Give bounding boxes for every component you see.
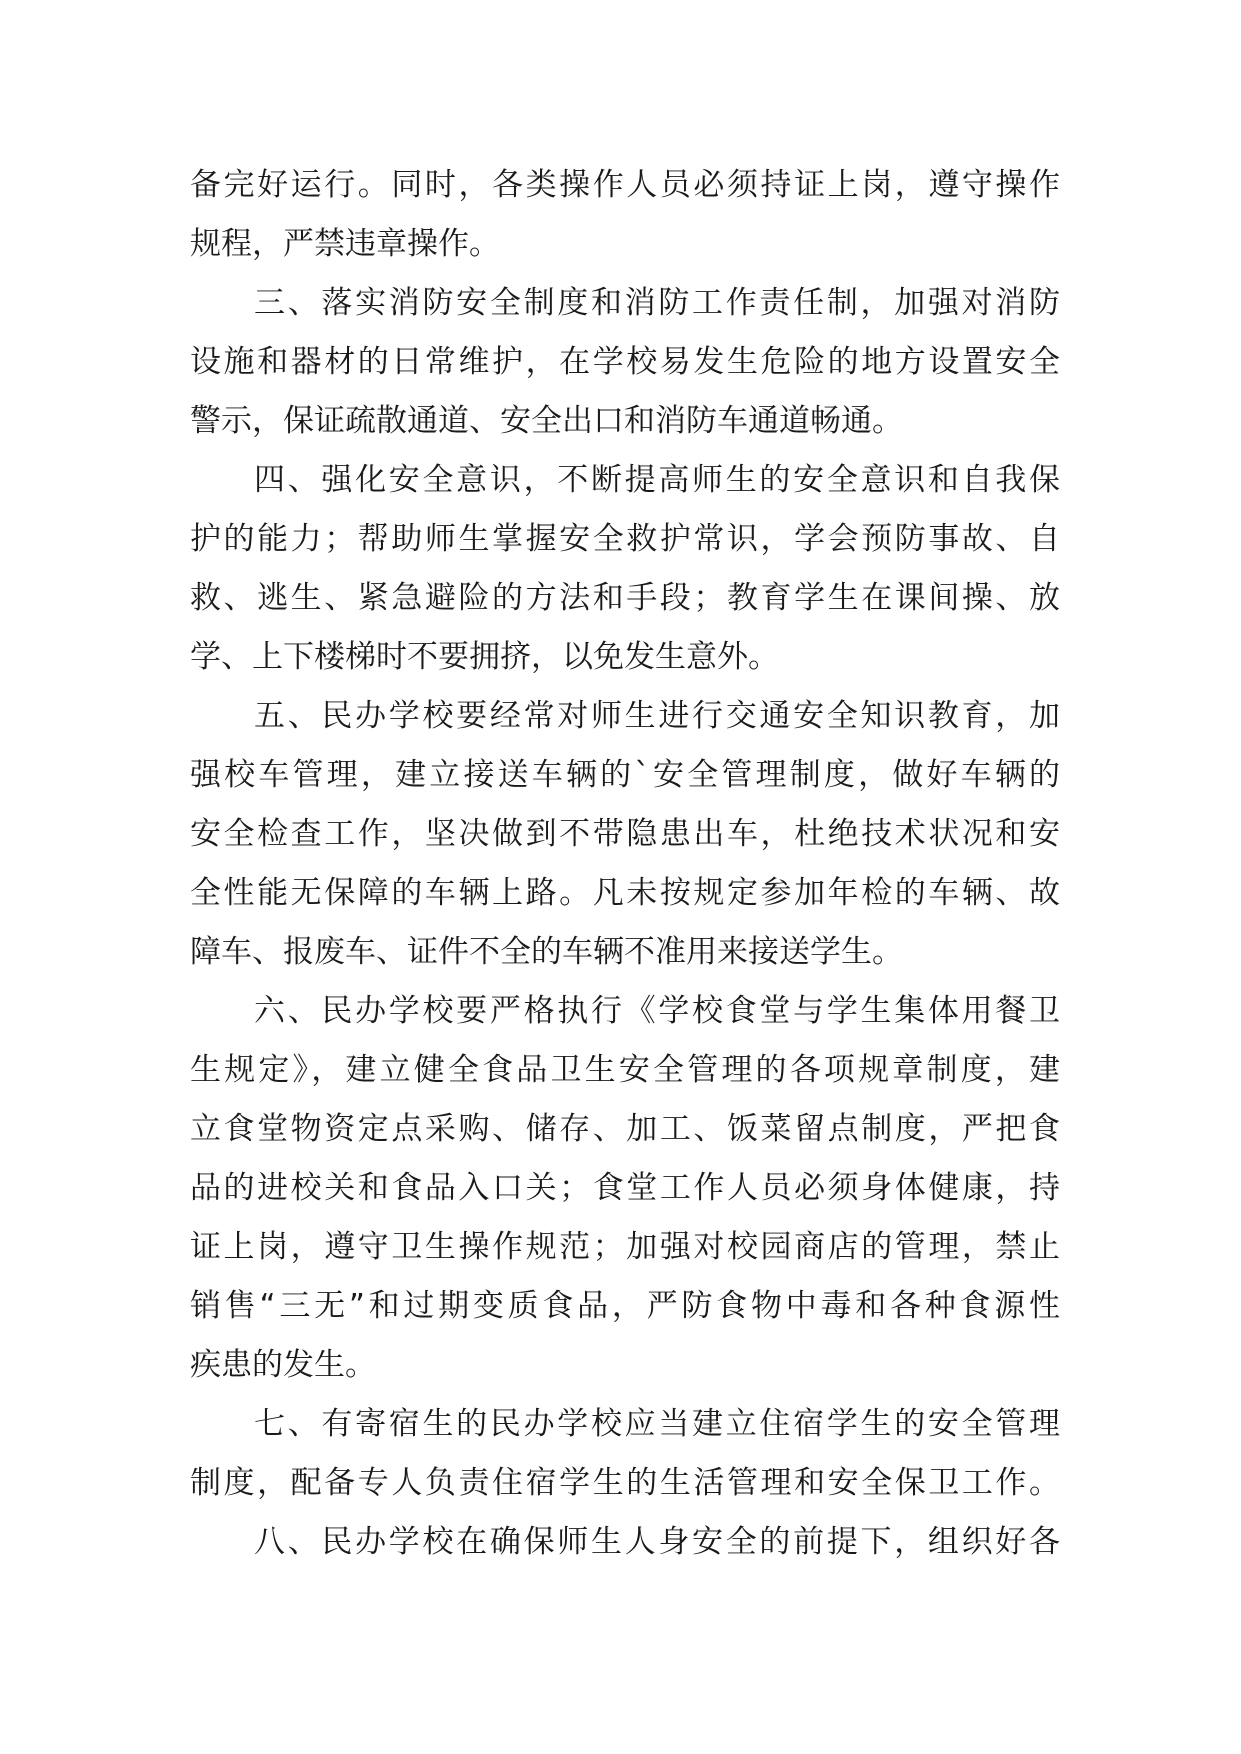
- text-line: 备完好运行。同时，各类操作人员必须持证上岗，遵守操作: [190, 167, 1060, 203]
- text-line: 救、逃生、紧急避险的方法和手段；教育学生在课间操、放: [190, 580, 1060, 616]
- text-line: 疾患的发生。: [190, 1347, 376, 1383]
- text-line: 制度，配备专人负责住宿学生的生活管理和安全保卫工作。: [190, 1465, 1060, 1501]
- text-line: 证上岗，遵守卫生操作规范；加强对校园商店的管理，禁止: [190, 1229, 1060, 1265]
- paragraph-first-line: 七、有寄宿生的民办学校应当建立住宿学生的安全管理: [254, 1406, 1060, 1442]
- paragraph-first-line: 四、强化安全意识，不断提高师生的安全意识和自我保: [254, 462, 1060, 498]
- text-line: 全性能无保障的车辆上路。凡未按规定参加年检的车辆、故: [190, 875, 1060, 911]
- text-line: 学、上下楼梯时不要拥挤，以免发生意外。: [190, 639, 779, 675]
- text-line: 设施和器材的日常维护，在学校易发生危险的地方设置安全: [190, 344, 1060, 380]
- text-line: 立食堂物资定点采购、储存、加工、饭菜留点制度，严把食: [190, 1111, 1060, 1147]
- text-line: 警示，保证疏散通道、安全出口和消防车通道畅通。: [190, 403, 903, 439]
- text-line: 规程，严禁违章操作。: [190, 226, 500, 262]
- text-line: 销售“三无”和过期变质食品，严防食物中毒和各种食源性: [190, 1288, 1060, 1324]
- text-line: 强校车管理，建立接送车辆的`安全管理制度，做好车辆的: [190, 757, 1060, 793]
- text-line: 障车、报废车、证件不全的车辆不准用来接送学生。: [190, 934, 903, 970]
- paragraph-first-line: 五、民办学校要经常对师生进行交通安全知识教育，加: [254, 698, 1060, 734]
- text-line: 品的进校关和食品入口关；食堂工作人员必须身体健康，持: [190, 1170, 1060, 1206]
- text-line: 护的能力；帮助师生掌握安全救护常识，学会预防事故、自: [190, 521, 1060, 557]
- paragraph-first-line: 六、民办学校要严格执行《学校食堂与学生集体用餐卫: [254, 993, 1060, 1029]
- paragraph-first-line: 三、落实消防安全制度和消防工作责任制，加强对消防: [254, 285, 1060, 321]
- text-line: 安全检查工作，坚决做到不带隐患出车，杜绝技术状况和安: [190, 816, 1060, 852]
- text-line: 生规定》，建立健全食品卫生安全管理的各项规章制度，建: [190, 1052, 1060, 1088]
- paragraph-first-line: 八、民办学校在确保师生人身安全的前提下，组织好各: [254, 1524, 1060, 1560]
